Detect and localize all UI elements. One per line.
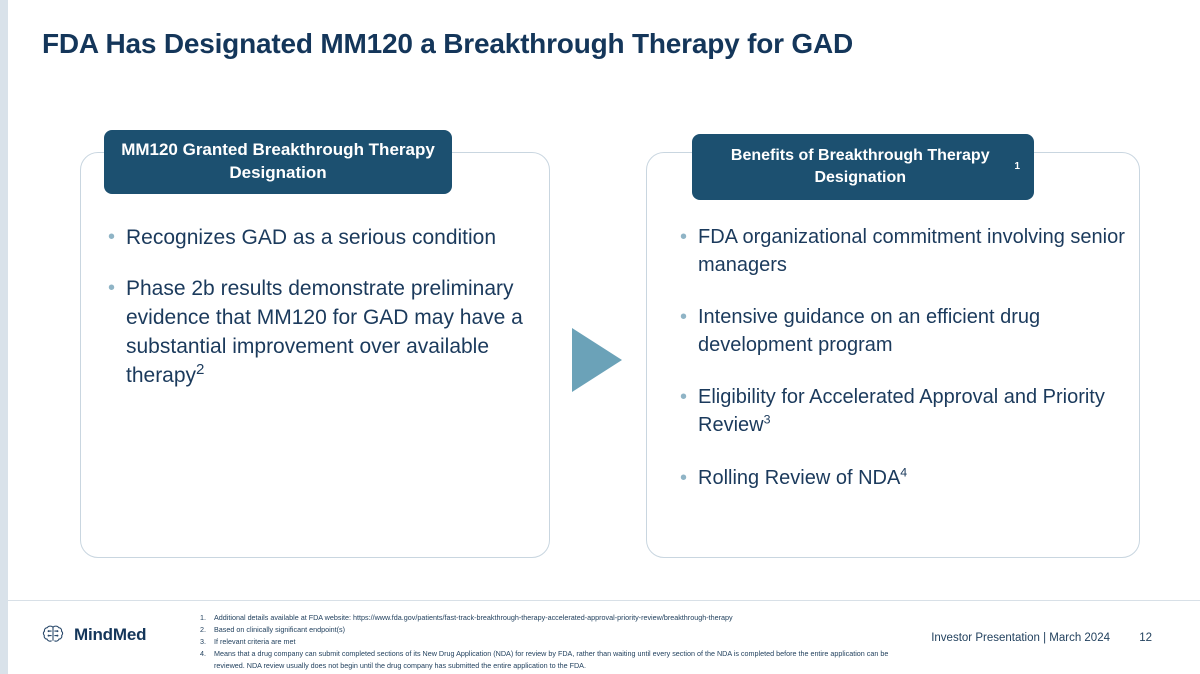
footnote-text: If relevant criteria are met — [214, 637, 296, 647]
list-item-text: Recognizes GAD as a serious condition — [126, 226, 497, 249]
list-item — [672, 465, 1132, 493]
footnote-item — [200, 648, 920, 670]
list-item — [100, 224, 540, 253]
left-edge-band — [0, 0, 8, 674]
footnote-number: 1. — [200, 613, 206, 622]
page-title: FDA Has Designated MM120 a Breakthrough Therapy for GAD — [42, 28, 854, 59]
bullet-dot-icon: • — [108, 226, 116, 248]
list-item — [100, 275, 540, 391]
bullet-dot-icon: • — [108, 276, 116, 299]
footnote-text: Means that a drug company can submit completed sections of its New Drug Application (NDA) for review by FDA, rather than waiting until every section of the NDA is completed before the entire application can be reviewed. NDA review usually does not begin until the drug company has submitted the entire application to the FDA. — [214, 649, 889, 670]
footnote-text: Based on clinically significant endpoint(s) — [214, 625, 346, 635]
list-item-text: Intensive guidance on an efficient drug development program — [698, 306, 1041, 356]
footnote-number: 4. — [200, 649, 206, 659]
brand-name: MindMed — [74, 625, 147, 644]
list-item — [672, 304, 1132, 359]
left-panel-bullets — [100, 224, 540, 413]
list-item — [672, 224, 1132, 279]
list-item — [672, 384, 1132, 439]
brain-icon — [40, 622, 66, 648]
footer-divider — [8, 600, 1200, 601]
bullet-dot-icon: • — [680, 226, 688, 248]
footnote-text: Additional details available at FDA website: https://www.fda.gov/patients/fast-track-breakthrough-therapy-accelerated-approval-priority-review/breakthrough-therapy — [214, 613, 733, 622]
list-item-text: Eligibility for Accelerated Approval and Priority Review$^3$ — [698, 386, 1105, 436]
bullet-dot-icon: • — [680, 306, 688, 329]
list-item-text: Phase 2b results demonstrate preliminary evidence that MM120 for GAD may have a substantial improvement over available therapy$^2$ — [126, 276, 523, 387]
brand-logo — [40, 622, 146, 648]
footer-presentation-label: Investor Presentation | March 2024 — [931, 632, 1110, 644]
footnote-item — [200, 612, 920, 623]
bullet-dot-icon: • — [680, 386, 688, 409]
arrow-right-icon — [572, 328, 622, 392]
list-item-text: FDA organizational commitment involving senior managers — [698, 226, 1125, 276]
footnote-number: 2. — [200, 625, 206, 635]
footnote-item — [200, 636, 920, 647]
footnote-item — [200, 624, 920, 635]
right-panel-header: Benefits of Breakthrough Therapy Designation 1 — [692, 134, 1034, 200]
bullet-dot-icon: • — [680, 466, 688, 489]
list-item-text: Rolling Review of NDA$^4$ — [698, 464, 908, 489]
footnotes — [200, 612, 920, 672]
right-panel-bullets — [672, 224, 1132, 517]
footnote-number: 3. — [200, 637, 206, 647]
page-number: 12 — [1139, 632, 1152, 644]
left-panel-header: MM120 Granted Breakthrough Therapy Designation — [104, 130, 452, 194]
